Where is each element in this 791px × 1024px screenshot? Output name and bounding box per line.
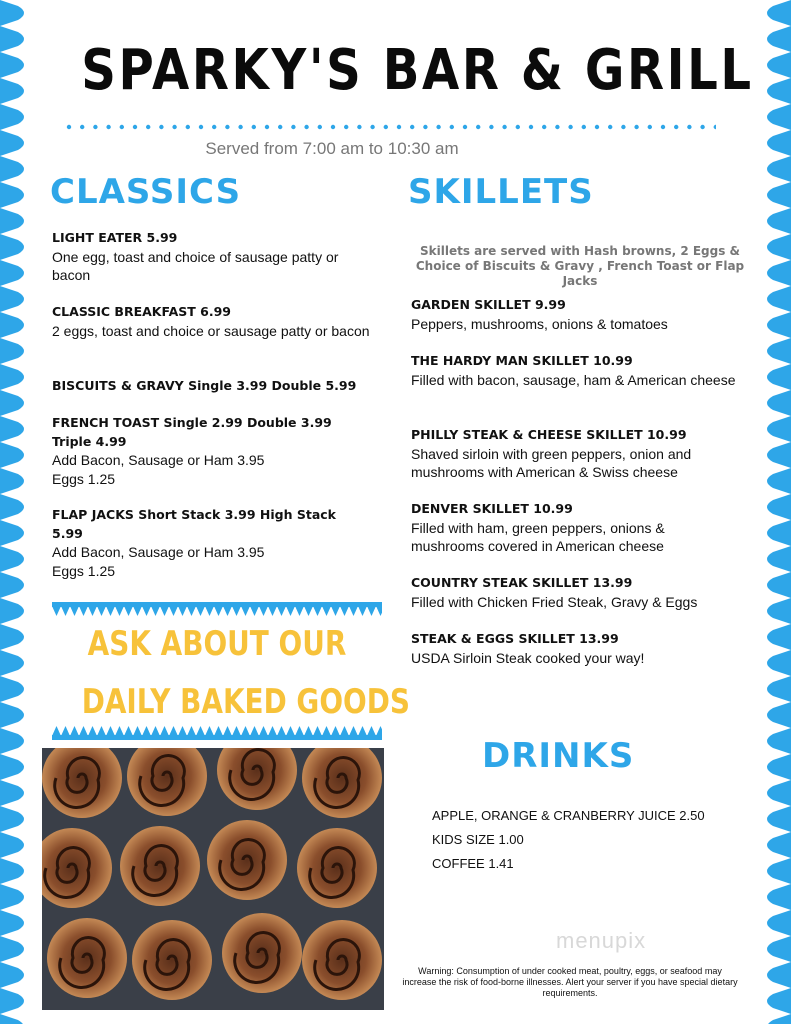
food-safety-warning: Warning: Consumption of under cooked meat, poultry, eggs, or seafood may increase the risk of food-borne illnesses. Alert your server if you have special dietary requirements.: [402, 966, 738, 998]
item-desc: Add Bacon, Sausage or Ham 3.95: [52, 452, 265, 468]
menu-item-garden-skillet: [411, 296, 751, 333]
banner-top-fringe: [52, 602, 382, 616]
item-name: CLASSIC BREAKFAST 6.99: [52, 304, 231, 319]
banner-bottom-fringe: [52, 726, 382, 740]
item-name: BISCUITS & GRAVY Single 3.99 Double 5.99: [52, 378, 357, 393]
item-name: FRENCH TOAST Single 2.99 Double 3.99 Triple 4.99: [52, 415, 332, 449]
cinnamon-rolls-photo: [42, 748, 384, 1010]
serving-hours: Served from 7:00 am to 10:30 am: [205, 139, 459, 158]
drink-item-kids-size: KIDS SIZE 1.00: [432, 832, 524, 847]
menu-item-country-steak-skillet: [411, 574, 751, 611]
menu-item-light-eater: [52, 229, 372, 285]
item-name: STEAK & EGGS SKILLET 13.99: [411, 631, 619, 646]
menu-item-denver-skillet: [411, 500, 741, 556]
item-desc-2: Eggs 1.25: [52, 470, 116, 487]
item-desc: Peppers, mushrooms, onions & tomatoes: [411, 315, 668, 332]
item-name: FLAP JACKS Short Stack 3.99 High Stack 5.99: [52, 507, 336, 541]
menu-item-hardy-man-skillet: [411, 352, 741, 389]
menu-item-biscuits-gravy: [52, 377, 372, 396]
item-name: GARDEN SKILLET 9.99: [411, 297, 566, 312]
item-desc: Shaved sirloin with green peppers, onion and mushrooms with American & Swiss cheese: [411, 445, 692, 480]
banner-line-1: ASK ABOUT OUR: [87, 624, 347, 664]
drinks-heading: DRINKS: [482, 736, 635, 776]
menu-item-philly-skillet: [411, 426, 741, 482]
restaurant-title: SPARKY'S BAR & GRILL: [81, 38, 754, 103]
item-name: PHILLY STEAK & CHEESE SKILLET 10.99: [411, 427, 687, 442]
item-name: DENVER SKILLET 10.99: [411, 501, 573, 516]
banner-line-2: DAILY BAKED GOODS: [81, 682, 410, 722]
dotted-divider: [66, 124, 716, 130]
item-desc: Filled with bacon, sausage, ham & American cheese: [411, 371, 736, 388]
menu-item-steak-eggs-skillet: [411, 630, 751, 667]
item-desc: One egg, toast and choice of sausage patty or bacon: [52, 248, 339, 283]
right-scallop-border: [757, 0, 791, 1024]
item-desc: USDA Sirloin Steak cooked your way!: [411, 649, 645, 666]
item-desc: Filled with Chicken Fried Steak, Gravy & Eggs: [411, 593, 698, 610]
item-name: THE HARDY MAN SKILLET 10.99: [411, 353, 633, 368]
menu-item-flap-jacks: [52, 506, 352, 580]
menu-item-french-toast: [52, 414, 332, 488]
item-desc-2: Eggs 1.25: [52, 562, 116, 579]
skillets-heading: SKILLETS: [408, 172, 594, 212]
item-name: LIGHT EATER 5.99: [52, 230, 178, 245]
skillets-note: Skillets are served with Hash browns, 2 Eggs & Choice of Biscuits & Gravy , French Toast or Flap Jacks: [415, 244, 745, 288]
menu-item-classic-breakfast: [52, 303, 372, 340]
item-name: COUNTRY STEAK SKILLET 13.99: [411, 575, 633, 590]
item-desc: Add Bacon, Sausage or Ham 3.95: [52, 544, 265, 560]
classics-heading: CLASSICS: [50, 172, 242, 212]
item-desc: Filled with ham, green peppers, onions & mushrooms covered in American cheese: [411, 519, 665, 554]
item-desc: 2 eggs, toast and choice or sausage patty or bacon: [52, 322, 370, 339]
menupix-watermark: menupix: [556, 928, 647, 953]
drink-item-juice: APPLE, ORANGE & CRANBERRY JUICE 2.50: [432, 808, 705, 823]
drink-item-coffee: COFFEE 1.41: [432, 856, 514, 871]
